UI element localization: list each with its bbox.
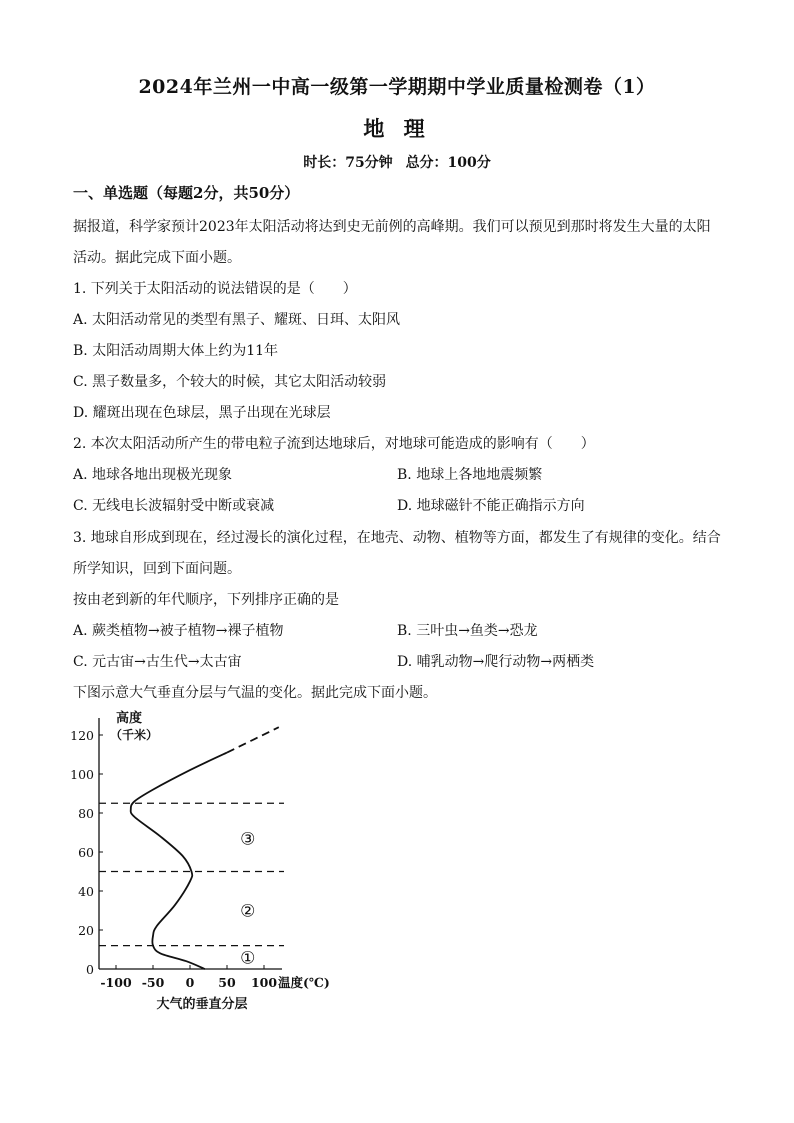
x-tick-label: 100 <box>250 975 278 990</box>
exam-meta <box>0 152 794 172</box>
layer-label: ② <box>240 901 256 922</box>
y-tick-label: 80 <box>78 806 94 821</box>
intro-text-cont: 活动。据此完成下面小题。 <box>73 250 241 266</box>
y-tick-label: 120 <box>70 728 94 743</box>
layer-label: ① <box>240 948 256 969</box>
question-1-option-b: B. 太阳活动周期大体上约为11年 <box>73 343 279 359</box>
atmosphere-chart <box>60 700 360 1020</box>
question-3-stem-cont: 所学知识，回到下面问题。 <box>73 561 241 577</box>
chart-title: 大气的垂直分层 <box>156 997 248 1012</box>
y-tick-label: 60 <box>78 845 94 860</box>
section-heading: 一、单选题（每题2分，共50分） <box>73 184 300 202</box>
y-axis-label: 高度 <box>116 711 143 726</box>
question-1-option-c: C. 黑子数量多，个较大的时候，其它太阳活动较弱 <box>73 374 387 390</box>
x-tick-label: -100 <box>100 975 132 990</box>
question-2-option-b: B. 地球上各地地震频繁 <box>397 467 543 483</box>
question-3-option-c: C. 元古宙→古生代→太古宙 <box>73 654 242 670</box>
temperature-curve <box>131 753 227 969</box>
question-3-option-d: D. 哺乳动物→爬行动物→两栖类 <box>397 654 595 670</box>
question-3-option-a: A. 蕨类植物→被子植物→裸子植物 <box>73 623 284 639</box>
question-2-option-a: A. 地球各地出现极光现象 <box>73 467 233 483</box>
question-2-stem: 2. 本次太阳活动所产生的带电粒子流到达地球后，对地球可能造成的影响有（ ） <box>73 436 595 452</box>
x-tick-label: 50 <box>218 975 236 990</box>
y-tick-label: 40 <box>78 884 94 899</box>
x-axis-label: 温度(℃) <box>278 975 330 990</box>
question-3-option-b: B. 三叶虫→鱼类→恐龙 <box>397 623 538 639</box>
y-tick-label: 0 <box>86 962 94 977</box>
y-tick-label: 100 <box>70 767 94 782</box>
question-1-stem: 1. 下列关于太阳活动的说法错误的是（ ） <box>73 281 357 297</box>
intro-text: 据报道，科学家预计2023年太阳活动将达到史无前例的高峰期。我们可以预见到那时将发生大量的太阳 <box>73 219 711 235</box>
figure-intro: 下图示意大气垂直分层与气温的变化。据此完成下面小题。 <box>73 685 437 701</box>
layer-label: ③ <box>240 829 256 850</box>
y-tick-label: 20 <box>78 923 94 938</box>
total-score-text: 总分：100分 <box>405 155 491 171</box>
question-2-option-c: C. 无线电长波辐射受中断或衰减 <box>73 498 275 514</box>
question-3-prompt: 按由老到新的年代顺序，下列排序正确的是 <box>73 592 339 608</box>
question-1-option-a: A. 太阳活动常见的类型有黑子、耀斑、日珥、太阳风 <box>73 312 401 328</box>
y-axis-unit: （千米） <box>110 728 159 742</box>
question-2-option-d: D. 地球磁针不能正确指示方向 <box>397 498 585 514</box>
duration-text: 时长：75分钟 <box>303 155 393 171</box>
question-1-option-d: D. 耀斑出现在色球层，黑子出现在光球层 <box>73 405 331 421</box>
exam-title: 2024年兰州一中高一级第一学期期中学业质量检测卷（1） <box>138 76 656 98</box>
subject-title: 地 理 <box>363 116 431 141</box>
x-tick-label: -50 <box>141 975 165 990</box>
x-tick-label: 0 <box>185 975 195 990</box>
question-3-stem: 3. 地球自形成到现在，经过漫长的演化过程，在地壳、动物、植物等方面，都发生了有规律的变化。结合 <box>73 530 721 546</box>
temperature-curve-extension <box>227 727 279 752</box>
